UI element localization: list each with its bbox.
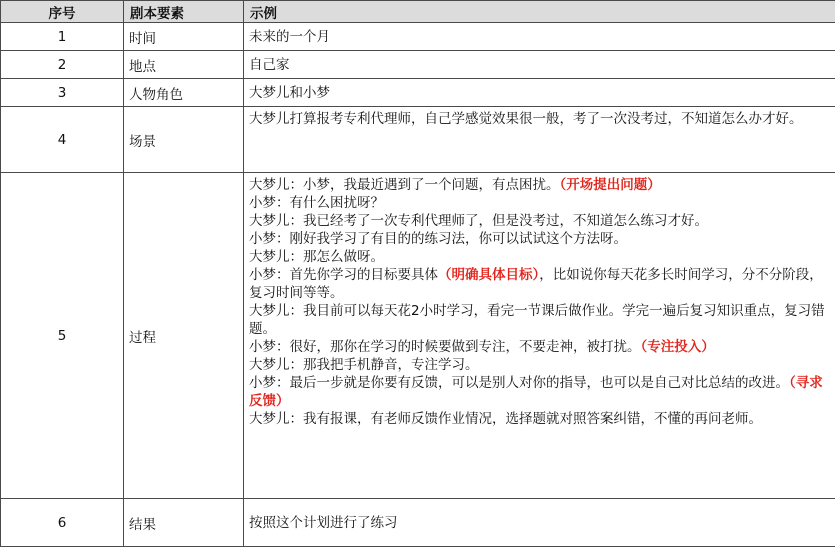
table-row xyxy=(1,499,835,547)
process-cell xyxy=(244,173,835,499)
table-row xyxy=(1,173,835,499)
row-no: 6 xyxy=(1,499,124,547)
dialogue-line: 大梦儿：小梦，我最近遇到了一个问题，有点困扰。（开场提出问题） xyxy=(249,177,661,193)
row-element: 时间 xyxy=(124,23,244,51)
row-element: 地点 xyxy=(124,51,244,79)
dialogue-line: 小梦：刚好我学习了有目的的练习法，你可以试试这个方法呀。 xyxy=(249,231,627,247)
row-no: 1 xyxy=(1,23,124,51)
table-row xyxy=(1,51,835,79)
row-element: 过程 xyxy=(124,173,244,499)
dialogue-line: 小梦：最后一步就是你要有反馈，可以是别人对你的指导，也可以是自己对比总结的改进。（寻求反馈） xyxy=(249,375,823,409)
row-example: 自己家 xyxy=(244,51,835,79)
highlight-tag: （明确具体目标） xyxy=(438,267,540,283)
dialogue-line: 小梦：有什么困扰呀？ xyxy=(249,195,384,211)
dialogue-line: 小梦：首先你学习的目标要具体（明确具体目标），比如说你每天花多长时间学习，分不分阶段，复习时间等等。 xyxy=(249,267,823,301)
dialogue-line: 大梦儿：我已经考了一次专利代理师了，但是没考过，不知道怎么练习才好。 xyxy=(249,213,708,229)
row-no: 3 xyxy=(1,79,124,107)
highlight-tag: （专注投入） xyxy=(640,339,715,355)
row-element: 结果 xyxy=(124,499,244,547)
header-element: 剧本要素 xyxy=(124,1,244,23)
header-no: 序号 xyxy=(1,1,124,23)
header-row xyxy=(1,1,835,23)
dialogue-line: 大梦儿：我目前可以每天花2小时学习，看完一节课后做作业。学完一遍后复习知识重点，复习错题。 xyxy=(249,303,825,337)
row-example: 按照这个计划进行了练习 xyxy=(244,499,835,547)
highlight-tag: （开场提出问题） xyxy=(559,177,661,193)
table-row xyxy=(1,107,835,173)
dialogue-line: 小梦：很好，那你在学习的时候要做到专注，不要走神，被打扰。（专注投入） xyxy=(249,339,715,355)
table-row xyxy=(1,23,835,51)
row-element: 人物角色 xyxy=(124,79,244,107)
row-example: 大梦儿打算报考专利代理师，自己学感觉效果很一般，考了一次没考过，不知道怎么办才好。 xyxy=(244,107,835,173)
table-row xyxy=(1,79,835,107)
dialogue-line: 大梦儿：那我把手机静音，专注学习。 xyxy=(249,357,479,373)
dialogue-line: 大梦儿：我有报课，有老师反馈作业情况，选择题就对照答案纠错，不懂的再问老师。 xyxy=(249,411,762,427)
row-example: 大梦儿和小梦 xyxy=(244,79,835,107)
row-no: 2 xyxy=(1,51,124,79)
highlight-tag: （寻求反馈） xyxy=(249,375,823,409)
row-example: 未来的一个月 xyxy=(244,23,835,51)
row-no: 5 xyxy=(1,173,124,499)
dialogue-line: 大梦儿：那怎么做呀。 xyxy=(249,249,384,265)
row-no: 4 xyxy=(1,107,124,173)
row-element: 场景 xyxy=(124,107,244,173)
header-example: 示例 xyxy=(244,1,835,23)
